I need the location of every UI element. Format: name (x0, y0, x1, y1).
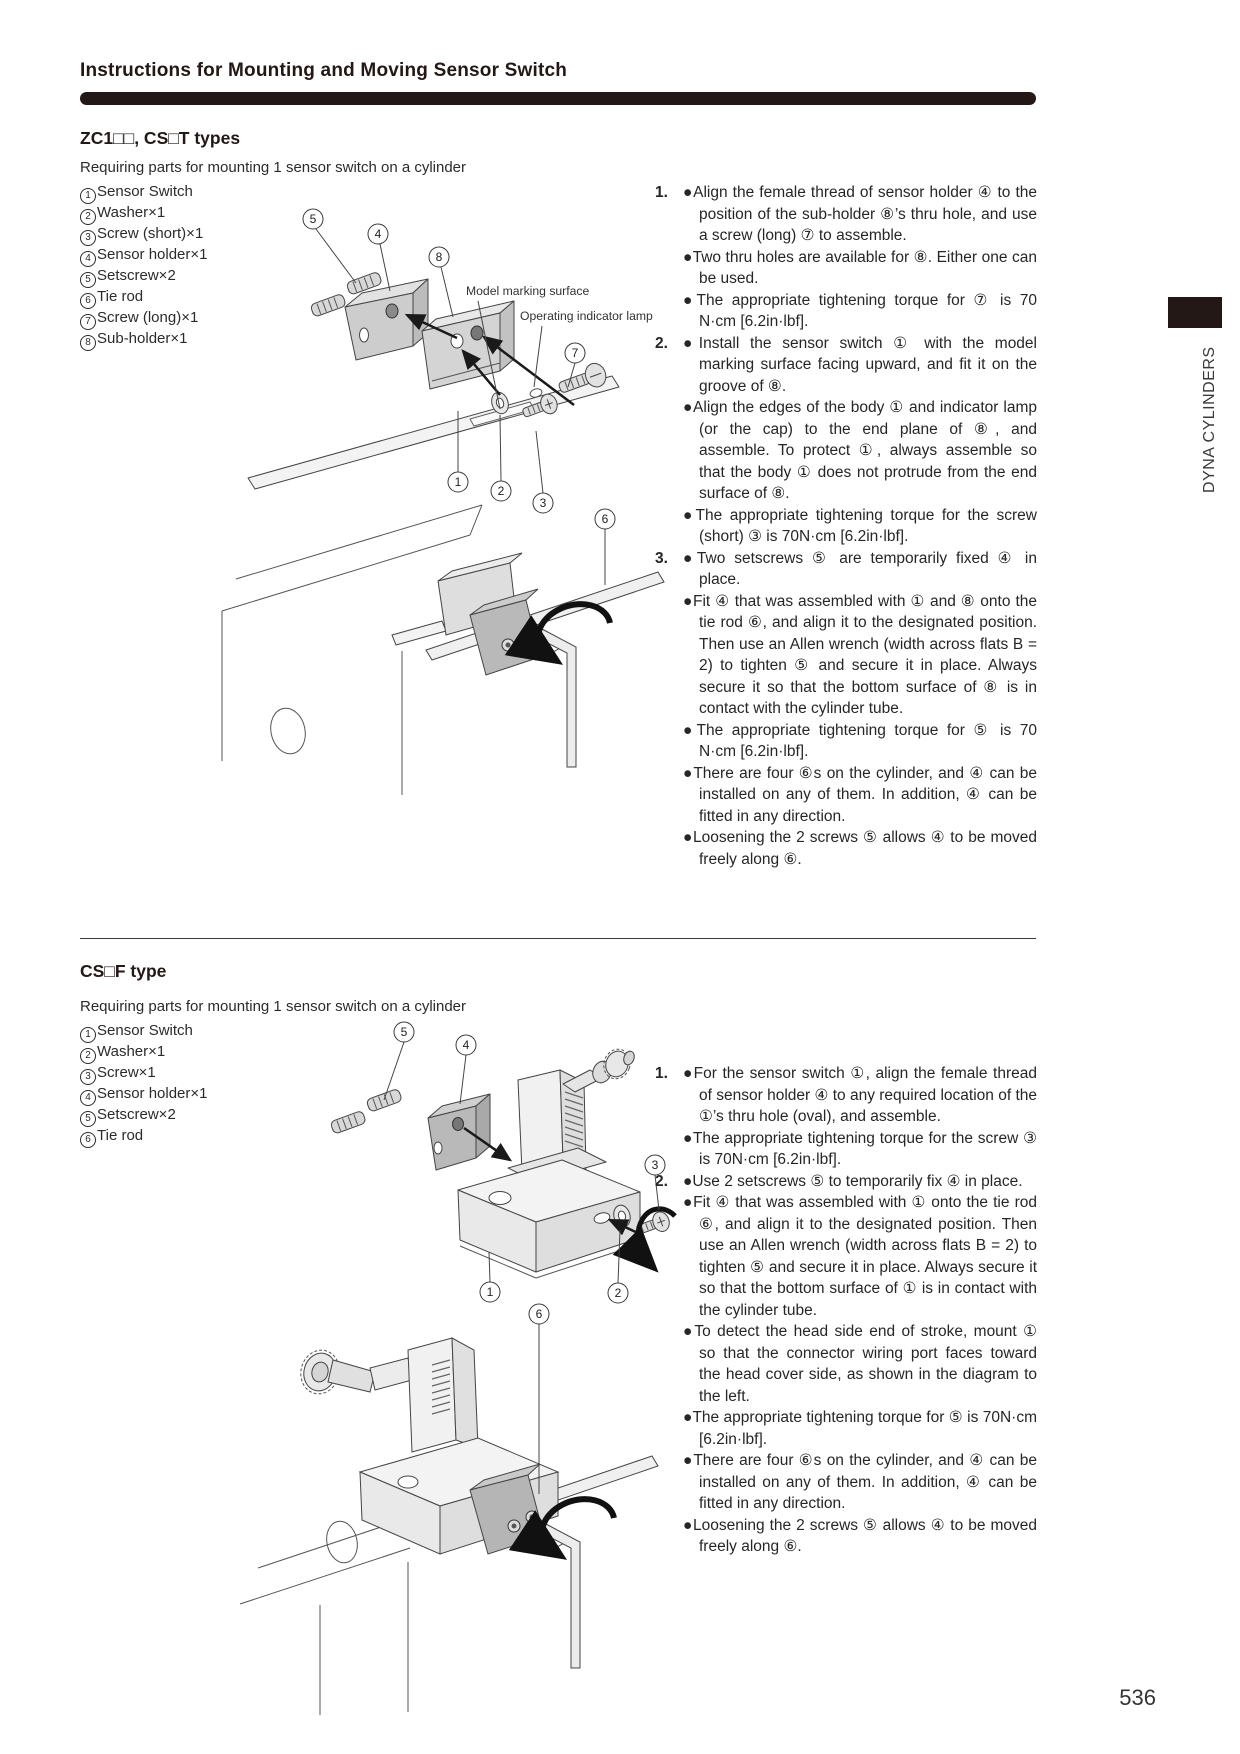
part-label: Screw (long)×1 (97, 309, 199, 326)
circled-number: 7 (80, 314, 96, 330)
instruction-bullet: ●To detect the head side end of stroke, mount ① so that the connector wiring port faces toward the head cover side, as shown in the diagram to the left. (683, 1323, 1037, 1405)
instruction-bullet: ●There are four ⑥s on the cylinder, and ④ can be installed on any of them. In addition, ④ can be fitted in any direction. (683, 764, 1037, 825)
instruction-bullet: ●Loosening the 2 screws ⑤ allows ④ to be moved freely along ⑥. (683, 1516, 1037, 1555)
svg-text:5: 5 (400, 1025, 408, 1039)
operating-lamp-label: Operating indicator lamp (520, 309, 653, 323)
callout-3 (533, 493, 553, 513)
section1-requiring-note: Requiring parts for mounting 1 sensor switch on a cylinder (80, 159, 467, 176)
circled-number: 2 (80, 209, 96, 225)
instruction-bullet: ●Fit ④ that was assembled with ① onto the tie rod ⑥, and align it to the designated position. Then use an Allen wrench (width across flats B = 2) to tighten ⑤ and secure it in place. Always secure it so that the bottom surface of ① is in contact with the cylinder tube. (683, 1194, 1037, 1319)
mounted-switch-assembly (392, 553, 540, 675)
setscrew (330, 1110, 366, 1134)
svg-text:6: 6 (535, 1307, 543, 1321)
callout-7 (565, 343, 585, 363)
instruction-bullet: ●Two thru holes are available for ⑧. Either one can be used. (683, 248, 1037, 287)
part-label: Setscrew×2 (97, 267, 176, 284)
instruction-bullet: ●The appropriate tightening torque for ⑤ is 70 N·cm [6.2in·lbf]. (683, 721, 1037, 760)
part-label: Sensor holder×1 (97, 246, 208, 263)
svg-text:3: 3 (539, 496, 547, 510)
callout-4 (368, 224, 388, 244)
circled-number: 3 (80, 1069, 96, 1085)
step-number: 2. (655, 334, 668, 352)
sensor-holder (428, 1094, 490, 1170)
side-tab-label: DYNA CYLINDERS (1201, 346, 1218, 493)
section-divider (80, 938, 1036, 939)
step-number: 1. (655, 184, 668, 201)
circled-number: 1 (80, 1027, 96, 1043)
exploded-view (248, 271, 619, 489)
part-label: Tie rod (97, 288, 144, 305)
part-label: Sub-holder×1 (97, 330, 188, 347)
header-rule (80, 92, 1036, 105)
instruction-bullet: ●Fit ④ that was assembled with ① and ⑧ onto the tie rod ⑥, and align it to the designated position. Then use an Allen wrench (width across flats B = 2) to tighten ⑤ and secure it in place. Always secure it so that the bottom surface of ⑧ is in contact with the cylinder tube. (683, 592, 1037, 717)
svg-text:3: 3 (651, 1158, 659, 1172)
svg-text:8: 8 (435, 250, 443, 264)
instruction-bullet: ●Use 2 setscrews ⑤ to temporarily fix ④ in place. (683, 1172, 1023, 1190)
circled-number: 2 (80, 1048, 96, 1064)
section2-heading: CS□F type (80, 961, 167, 981)
part-label: Sensor Switch (97, 1022, 193, 1039)
instruction-bullet: ●Two setscrews ⑤ are temporarily fixed ④ in place. (683, 549, 1037, 588)
setscrew (366, 1088, 402, 1112)
instruction-step (655, 182, 1037, 333)
instruction-bullet: ●The appropriate tightening torque for the screw (short) ③ is 70N·cm [6.2in·lbf]. (683, 506, 1037, 545)
circled-number: 6 (80, 293, 96, 309)
csf-exploded-diagram (170, 1020, 690, 1720)
svg-text:5: 5 (309, 212, 317, 226)
section1-heading: ZC1□□, CS□T types (80, 128, 241, 148)
step-number: 3. (655, 549, 668, 567)
callout-1 (480, 1282, 500, 1302)
circled-number: 1 (80, 188, 96, 204)
svg-text:7: 7 (571, 346, 579, 360)
circled-number: 4 (80, 251, 96, 267)
page-number: 536 (1119, 1685, 1156, 1710)
step-number: 2. (655, 1172, 668, 1190)
model-marking-label: Model marking surface (466, 284, 590, 298)
sensor-switch-body (248, 376, 619, 489)
instruction-bullet: ●Install the sensor switch ① with the model marking surface facing upward, and fit it on the groove of ⑧. (683, 334, 1037, 395)
callout-5 (394, 1022, 414, 1042)
instruction-step (655, 1063, 1037, 1171)
circled-number: 6 (80, 1132, 96, 1148)
sub-holder (422, 301, 514, 389)
section1-instructions (655, 182, 1037, 870)
svg-text:2: 2 (497, 484, 505, 498)
section2-requiring-note: Requiring parts for mounting 1 sensor switch on a cylinder (80, 998, 467, 1015)
instruction-bullet: ●Align the edges of the body ① and indicator lamp (or the cap) to the end plane of ⑧, and assemble. To protect ①, always assemble so that the body ① does not protrude from the end surface of ⑧. (683, 399, 1037, 502)
instruction-bullet: ●The appropriate tightening torque for ⑦ is 70 N·cm [6.2in·lbf]. (683, 291, 1037, 330)
instruction-step (655, 1171, 1037, 1558)
circled-number: 8 (80, 335, 96, 351)
callout-8 (429, 247, 449, 267)
mounted-view (240, 1304, 658, 1715)
svg-text:2: 2 (614, 1286, 622, 1300)
callout-5 (303, 209, 323, 229)
step-number: 1. (655, 1065, 668, 1082)
instruction-bullet: ●There are four ⑥s on the cylinder, and ④ can be installed on any of them. In addition, ④ can be fitted in any direction. (683, 1452, 1037, 1512)
setscrew (310, 293, 346, 317)
mounted-switch-assembly (296, 1338, 558, 1554)
circled-number: 5 (80, 272, 96, 288)
svg-text:4: 4 (374, 227, 382, 241)
svg-text:1: 1 (454, 475, 462, 489)
instruction-step (655, 548, 1037, 871)
callout-2 (608, 1283, 628, 1303)
exploded-view (330, 1045, 675, 1278)
instruction-bullet: ●For the sensor switch ①, align the female thread of sensor holder ④ to any required location of the ①’s thru hole (oval), and assemble. (683, 1065, 1037, 1125)
mounted-view (222, 505, 664, 795)
page-title: Instructions for Mounting and Moving Sensor Switch (80, 60, 568, 81)
callout-6 (595, 509, 615, 585)
part-label: Setscrew×2 (97, 1106, 176, 1123)
svg-text:1: 1 (486, 1285, 494, 1299)
zc1-cst-exploded-diagram (170, 183, 670, 798)
instruction-step (655, 333, 1037, 548)
sensor-switch-body (458, 1045, 640, 1278)
callout-1 (448, 472, 468, 492)
circled-number: 3 (80, 230, 96, 246)
part-label: Sensor Switch (97, 183, 193, 200)
instruction-bullet: ●Align the female thread of sensor holder ④ to the position of the sub-holder ⑧’s thru hole, and use a screw (long) ⑦ to assemble. (683, 184, 1037, 244)
part-label: Tie rod (97, 1127, 144, 1144)
section2-instructions (655, 1063, 1037, 1558)
part-label: Screw (short)×1 (97, 225, 204, 242)
circled-number: 5 (80, 1111, 96, 1127)
callout-2 (491, 481, 511, 501)
part-label: Screw×1 (97, 1064, 156, 1081)
instruction-bullet: ●Loosening the 2 screws ⑤ allows ④ to be moved freely along ⑥. (683, 829, 1037, 868)
svg-text:6: 6 (601, 512, 609, 526)
part-label: Sensor holder×1 (97, 1085, 208, 1102)
instruction-bullet: ●The appropriate tightening torque for ⑤ is 70N·cm [6.2in·lbf]. (683, 1409, 1037, 1448)
side-tab-marker (1168, 297, 1222, 328)
part-label: Washer×1 (97, 1043, 166, 1060)
svg-text:4: 4 (462, 1038, 470, 1052)
part-label: Washer×1 (97, 204, 166, 221)
circled-number: 4 (80, 1090, 96, 1106)
callout-4 (456, 1035, 476, 1055)
instruction-bullet: ●The appropriate tightening torque for the screw ③ is 70N·cm [6.2in·lbf]. (683, 1129, 1037, 1168)
